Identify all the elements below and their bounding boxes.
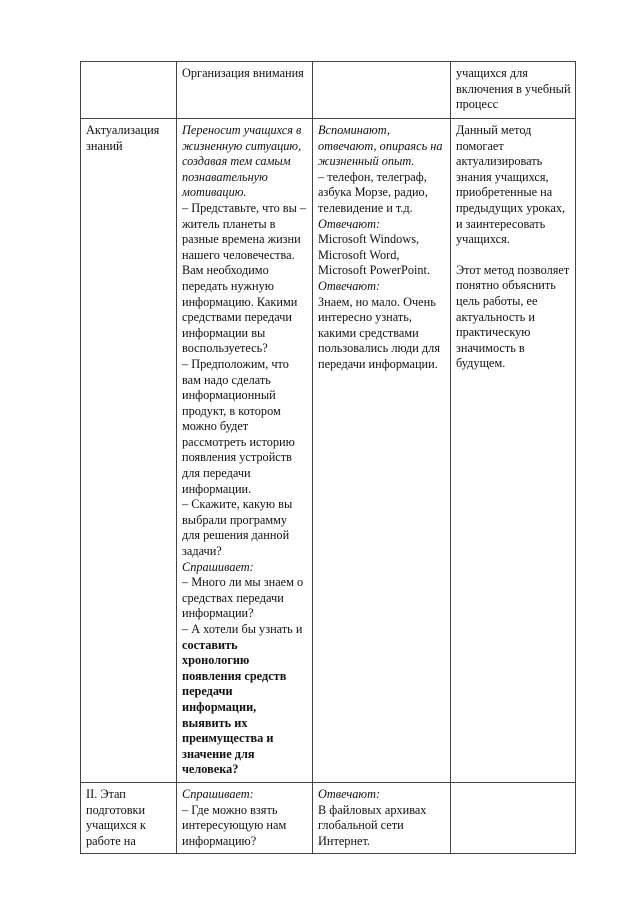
teacher-text: – Скажите, какую вы выбрали программу для решения данной задачи?	[182, 497, 293, 559]
stage-text: Актуализация знаний	[86, 123, 160, 153]
teacher-italic-text: Спрашивает:	[182, 786, 254, 801]
teacher-cell	[177, 62, 313, 119]
stage-cell	[81, 62, 177, 119]
stage-cell	[81, 119, 177, 783]
students-cell	[313, 119, 451, 783]
students-italic-text: Отвечают:	[318, 278, 381, 293]
stage-cell	[81, 782, 177, 853]
comment-text: учащихся для включения в учебный процесс	[456, 66, 571, 112]
teacher-italic-text: Спрашивает:	[182, 559, 254, 574]
teacher-text: Организация внимания	[182, 66, 304, 80]
teacher-cell	[177, 782, 313, 853]
lesson-plan-table	[80, 61, 576, 854]
table-row	[81, 62, 576, 119]
students-text: – телефон, телеграф, азбука Морзе, радио, телевидение и т.д.	[318, 169, 428, 215]
comment-cell	[451, 782, 576, 853]
students-text: В файловых архивах глобальной сети Интернет.	[318, 802, 427, 848]
students-italic-text: Отвечают:	[318, 786, 381, 801]
teacher-text: – Предположим, что вам надо сделать информационный продукт, в котором можно будет рассмотреть историю появления устройств для передачи информации.	[182, 356, 295, 496]
teacher-text: – А хотели бы узнать и	[182, 622, 303, 636]
comment-cell	[451, 62, 576, 119]
stage-text: II. Этап подготовки учащихся к работе на	[86, 786, 146, 848]
teacher-text: – Представьте, что вы – житель планеты в разные времена жизни нашего человечества. Вам необходимо передать нужную информацию. Какими средствами передачи информации вы воспользуетесь?	[182, 200, 307, 356]
students-cell	[313, 782, 451, 853]
teacher-italic-text: Переносит учащихся в жизненную ситуацию, создавая тем самым познавательную мотивацию.	[182, 123, 302, 200]
teacher-cell	[177, 119, 313, 783]
table-row	[81, 119, 576, 783]
teacher-text: – Где можно взять интересующую нам информацию?	[182, 802, 287, 848]
students-text: Знаем, но мало. Очень интересно узнать, какими средствами пользовались люди для передачи информации.	[318, 294, 440, 371]
students-italic-text: Вспоминают, отвечают, опираясь на жизненный опыт.	[318, 123, 443, 169]
students-italic-text: Отвечают:	[318, 216, 381, 231]
comment-text: Этот метод позволяет понятно объяснить цель работы, ее актуальность и практическую значимость в будущем.	[456, 262, 570, 371]
teacher-text: – Много ли мы знаем о средствах передачи информации?	[182, 575, 304, 621]
students-cell	[313, 62, 451, 119]
teacher-bold-text: составить хронологию появления средств передачи информации, выявить их преимущества и значение для человека?	[182, 637, 287, 777]
comment-cell	[451, 119, 576, 783]
comment-text: Данный метод помогает актуализировать знания учащихся, приобретенные на предыдущих уроках, и заинтересовать учащихся.	[456, 123, 566, 247]
table-row	[81, 782, 576, 853]
students-text: Microsoft Windows, Microsoft Word, Microsoft PowerPoint.	[318, 232, 431, 278]
